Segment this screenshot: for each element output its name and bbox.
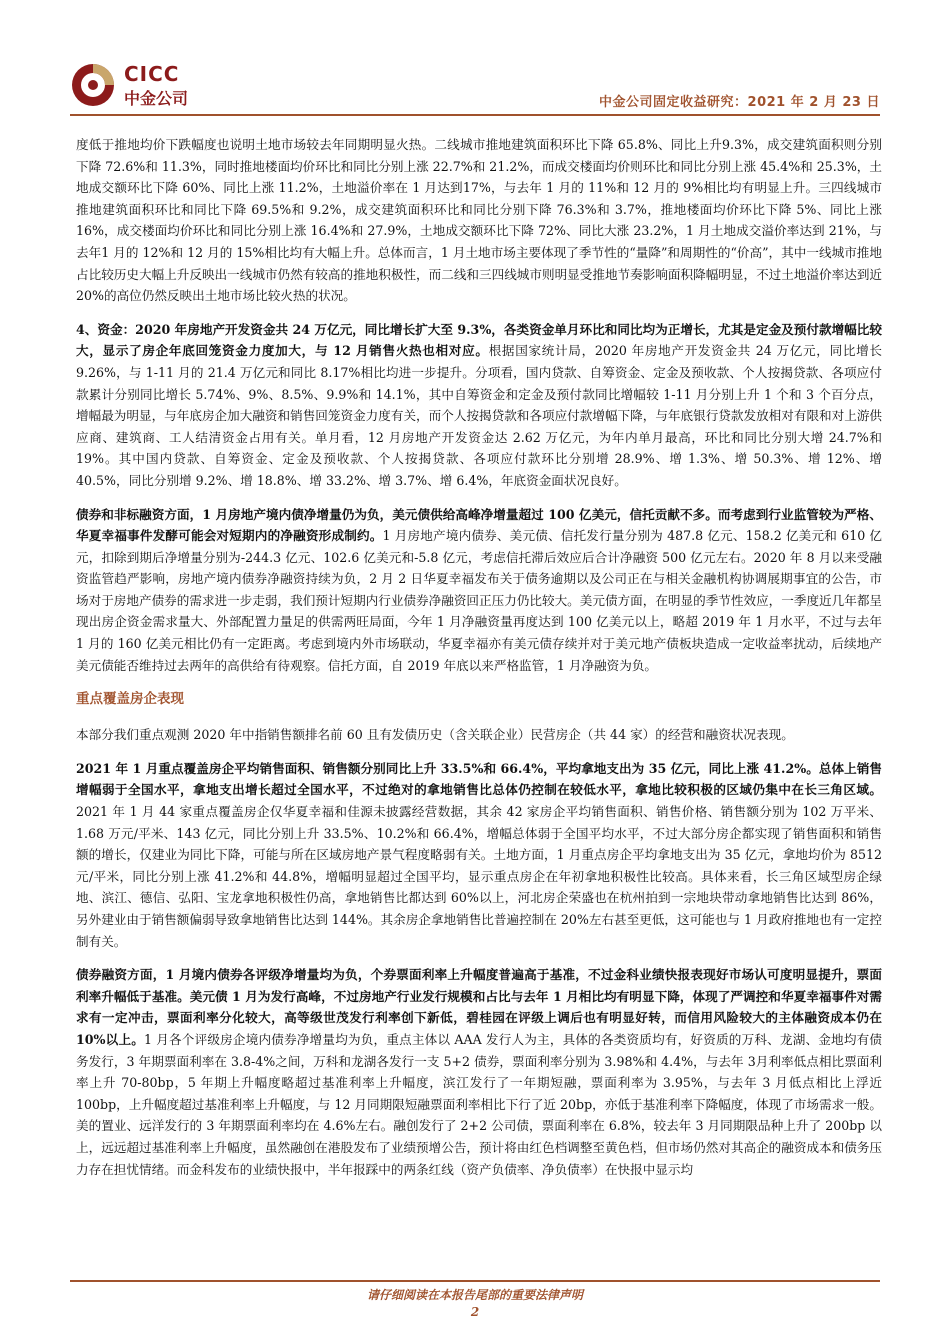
paragraph-lead-bold: 债券和非标融资方面，1 月房地产境内债净增量仍为负，美元债供给高峰净增量超过 100 亿美元，信托贡献不多。而考虑到行业监管较为严格、华夏幸福事件发酵可能会对短期内的净融资形成制约。 [76,506,882,544]
paragraph-text: 根据国家统计局，2020 年房地产开发资金共 24 万亿元，同比增长 9.26%，与 1-11 月的 21.4 万亿元和同比 8.17%相比均进一步提升。分项看，国内贷款、自筹资金、定金及预收款、个人按揭贷款、各项应付款累计分别同比增长 5.74%、9%、8.5%、9.9%和 14.1%，其中自筹资金和定金及预付款同比增幅较 1-11 月分别上升 1 个和 3 个百分点，增幅最为明显，与年底房企加大融资和销售回笼资金力度有关，而个人按揭贷款和各项应付款增幅下降，与年底银行贷款发放相对有限和对上游供应商、建筑商、工人结清资金占用有关。单月看，12 月房地产开发资金达 2.62 万亿元，为年内单月最高，环比和同比分别大增 24.7%和 19%。其中国内贷款、自筹资金、定金及预收款、个人按揭贷款、各项应付款环比分别增 28.9%、增 1.3%、增 50.3%、增 12%、增 40.5%，同比分别增 9.2%、增 18.8%、增 33.2%、增 3.7%、增 6.4%，年底资金面状况良好。 [76,343,882,488]
page-number: 2 [470,1305,480,1319]
logo-text-cn: 中金公司 [124,89,189,108]
paragraph-bond-nonstandard-financing [76,504,882,677]
paragraph-section-intro [76,724,882,746]
paragraph-lead-bold: 2021 年 1 月重点覆盖房企平均销售面积、销售额分别同比上升 33.5%和 66.4%，平均拿地支出为 35 亿元，同比上涨 41.2%。总体上销售增幅弱于全国水平，拿地支出增长超过全国水平，不过绝对的拿地销售比总体仍控制在较低水平，拿地比较积极的区域仍集中在长三角区域。 [76,760,882,798]
footer-divider [70,1280,880,1282]
paragraph-funding [76,319,882,492]
logo-text-en: CICC [124,62,180,86]
paragraph-text: 1 月房地产境内债券、美元债、信托发行量分别为 487.8 亿元、158.2 亿美元和 610 亿元，扣除到期后净增量分别为-244.3 亿元、102.6 亿美元和-5.8 亿元，考虑信托滞后效应后合计净融资 500 亿元左右。2020 年 8 月以来受融资监管趋严影响，房地产境内债券净融资持续为负，2 月 2 日华夏幸福发布关于债务逾期以及公司正在与相关金融机构协调展期事宜的公告，市场对于房地产债券的需求进一步走弱，我们预计短期内行业债券净融资回正压力仍比较大。美元债方面，在明显的季节性效应，一季度近几年都呈现出房企资金需求量大、外部配置力量足的供需两旺局面，今年 1 月净融资量再度达到 100 亿美元以上，略超 2019 年 1 月水平，不过与去年 1 月的 160 亿美元相比仍有一定距离。考虑到境内外市场联动，华夏幸福亦有美元债存续并对于美元地产债板块造成一定收益率扰动，后续地产美元债能否维持过去两年的高供给有待观察。信托方面，自 2019 年底以来严格监管，1 月净融资为负。 [76,528,882,673]
paragraph-lead-bold: 4、资金：2020 年房地产开发资金共 24 万亿元，同比增长扩大至 9.3%，各类资金单月环比和同比均为正增长，尤其是定金及预付款增幅比较大，显示了房企年底回笼资金力度加大，与 12 月销售火热也相对应。 [76,321,882,359]
header-divider [70,114,880,116]
paragraph-text: 2021 年 1 月 44 家重点覆盖房企仅华夏幸福和佳源未披露经营数据，其余 42 家房企平均销售面积、销售价格、销售额分别为 102 万平米、1.68 万元/平米、143 亿元，同比分别上升 33.5%、10.2%和 66.4%，增幅总体弱于全国平均水平，不过大部分房企都实现了销售面积和销售额的增长，仅建业为同比下降，可能与所在区域房地产景气程度略弱有关。土地方面，1 月重点房企平均拿地支出为 35 亿元，拿地均价为 8512元/平米，同比分别上涨 41.2%和 44.8%，增幅明显超过全国平均，显示重点房企在年初拿地积极性比较高。具体来看，长三角区域型房企绿地、滨江、德信、弘阳、宝龙拿地积极性仍高，拿地销售比都达到 60%以上，河北房企荣盛也在杭州拍到一宗地块带动拿地销售比达到 86%，另外建业由于销售额偏弱导致拿地销售比达到 144%。其余房企拿地销售比普遍控制在 20%左右甚至更低，这可能也与 1 月政府推地也有一定控制有关。 [76,804,882,949]
paragraph-text: 本部分我们重点观测 2020 年中指销售额排名前 60 且有发债历史（含关联企业）民营房企（共 44 家）的经营和融资状况表现。 [76,727,794,743]
report-header-title: 中金公司固定收益研究：2021 年 2 月 23 日 [599,95,880,110]
paragraph-text: 度低于推地均价下跌幅度也说明土地市场较去年同期明显火热。二线城市推地建筑面积环比下降 65.8%、同比上升9.3%，成交建筑面积则分别下降 72.6%和 11.3%，同时推地楼面均价环比和同比分别上涨 22.7%和 21.2%，而成交楼面均价则环比和同比分别上涨 45.4%和 25.3%，土地成交额环比下降 60%、同比上涨 11.2%，土地溢价率在 1 月达到17%，与去年 1 月的 11%和 12 月的 9%相比均有明显上升。三四线城市推地建筑面积环比和同比下降 69.5%和 9.2%，成交建筑面积环比和同比分别下降 76.3%和 3.7%，推地楼面均价环比下降 5%、同比上涨 16%，成交楼面均价环比和同比分别上涨 16.4%和 27.9%，土地成交额环比下降 72%、同比大涨 23.2%，1 月土地成交溢价率达到 21%，与去年1 月的 12%和 12 月的 15%相比均有大幅上升。总体而言，1 月土地市场主要体现了季节性的“量降”和周期性的“价高”，其中一线城市推地占比较历史大幅上升反映出一线城市仍然有较高的推地积极性，而二线和三四线城市则明显受推地节奏影响面积降幅明显，不过土地溢价率达到近 20%的高位仍然反映出土地市场比较火热的状况。 [76,137,882,304]
paragraph-lead-bold: 债券融资方面，1 月境内债券各评级净增量均为负，个券票面利率上升幅度普遍高于基准，不过金科业绩快报表现好市场认可度明显提升，票面利率升幅低于基准。美元债 1 月为发行高峰，不过房地产行业发行规模和占比与去年 1 月相比均有明显下降，体现了严调控和华夏幸福事件对需求有一定冲击，票面利率分化较大，高等级世茂发行利率创下新低，碧桂园在评级上调后也有明显好转，而信用风险较大的主体融资成本仍在 10%以上。 [76,967,882,1047]
cicc-logo [70,62,230,114]
paragraph-sales-land [76,758,882,952]
paragraph-land-market [76,134,882,307]
cicc-logo-icon [70,62,116,108]
page-header [0,0,950,128]
legal-disclaimer: 请仔细阅读在本报告尾部的重要法律声明 [366,1288,583,1302]
paragraph-bond-financing [76,964,882,1180]
report-body [76,134,882,1192]
section-heading: 重点覆盖房企表现 [76,691,184,708]
paragraph-text: 1 月各个评级房企境内债券净增量均为负，重点主体以 AAA 发行人为主，具体的各类资质均有，好资质的万科、龙湖、金地均有债务发行，3 年期票面利率在 3.8-4%之间，万科和龙湖各发行一支 5+2 债券，票面利率分别为 3.98%和 4.4%，与去年 3月利率低点相比票面利率上升 70-80bp，5 年期上升幅度略超过基准利率上升幅度，滨江发行了一年期短融，票面利率为 3.95%，与去年 3 月低点相比上浮近 100bp，上升幅度超过基准利率上升幅度，与 12 月同期限短融票面利率相比下行了近 20bp，亦低于基准利率下降幅度，体现了市场需求一般。美的置业、远洋发行的 3 年期票面利率均在 4.6%左右。融创发行了 2+2 公司债，票面利率在 6.8%，较去年 3 月同期限品种上升了 200bp 以上，远远超过基准利率上升幅度，虽然融创在港股发布了业绩预增公告，预计将由红色档调整至黄色档，但市场仍然对其高企的融资成本和债务压力存在担忧情绪。而金科发布的业绩快报中，半年报踩中的两条红线（资产负债率、净负债率）在快报中显示均 [76,1031,882,1177]
page-footer [70,1280,880,1319]
